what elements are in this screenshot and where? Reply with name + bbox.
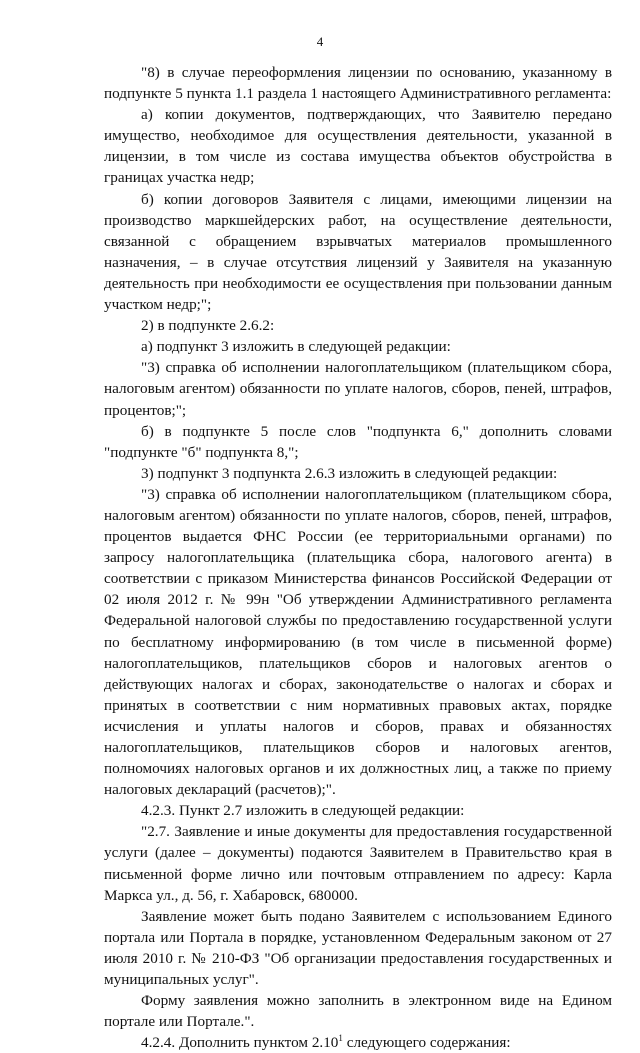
paragraph: "2.7. Заявление и иные документы для предоставления государственной услуги (далее – документы) подаются Заявителем в Правительство края в письменной форме лично или почтовым отправлением по адресу: Карла Маркса ул., д. 56, г. Хабаровск, 680000. bbox=[104, 823, 612, 904]
paragraph: 2) в подпункте 2.6.2: bbox=[141, 317, 275, 335]
paragraph: б) копии договоров Заявителя с лицами, имеющими лицензии на производство маркшейдерских работ, на осуществление деятельности, связанной с обращением взрывчатых материалов промышленного назначения, – в случае отсутствия лицензий у Заявителя на указанную деятельность при необходимости ее осуществления при пользовании данным участком недр;"; bbox=[104, 190, 612, 314]
paragraph: Заявление может быть подано Заявителем с использованием Единого портала или Портала в порядке, установленном Федеральным законом от 27 июля 2010 г. № 210-ФЗ "Об организации предоставления государственных и муниципальных услуг". bbox=[104, 907, 612, 989]
last-paragraph bbox=[104, 1032, 612, 1053]
page-number: 4 bbox=[316, 34, 324, 49]
paragraph: Форму заявления можно заполнить в электронном виде на Едином портале или Портале.". bbox=[104, 992, 612, 1031]
paragraph: а) подпункт 3 изложить в следующей редакции: bbox=[141, 338, 451, 356]
paragraph: "8) в случае переоформления лицензии по основанию, указанному в подпункте 5 пункта 1.1 раздела 1 настоящего Административного регламента: bbox=[104, 64, 612, 103]
superscript-number: 1 bbox=[338, 1033, 343, 1044]
paragraph: "3) справка об исполнении налогоплательщиком (плательщиком сбора, налоговым агентом) обязанности по уплате налогов, сборов, пеней, штрафов, процентов выдается ФНС России (ее территориальными органами) по запросу налогоплательщика (плательщика сбора, налогового агента) в соответствии с приказом Министерства финансов Российской Федерации от 02 июля 2012 г. № 99н "Об утверждении Административного регламента Федеральной налоговой службы по предоставлению государственной услуги по бесплатному информированию (в том числе в письменной форме) налогоплательщиков, плательщиков сборов и налоговых агентов о действующих налогах и сборах, законодательстве о налогах и сборах и принятых в соответствии с ним нормативных правовых актах, порядке исчисления и уплаты налогов и сборов, правах и обязанностях налогоплательщиков, плательщиков сборов и налоговых агентов, полномочиях налоговых органов и их должностных лиц, а также по приему налоговых деклараций (расчетов);". bbox=[104, 485, 612, 799]
paragraph: 3) подпункт 3 подпункта 2.6.3 изложить в следующей редакции: bbox=[141, 464, 558, 482]
paragraph: б) в подпункте 5 после слов "подпункта 6," дополнить словами "подпункте "б" подпункта 8,"; bbox=[104, 422, 612, 461]
paragraph: 4.2.3. Пункт 2.7 изложить в следующей редакции: bbox=[141, 802, 465, 820]
document-body bbox=[104, 62, 612, 1053]
last-paragraph-start: 4.2.4. Дополнить пунктом 2.10 bbox=[141, 1034, 339, 1052]
last-paragraph-end: следующего содержания: bbox=[342, 1034, 511, 1052]
paragraph: "3) справка об исполнении налогоплательщиком (плательщиком сбора, налоговым агентом) обязанности по уплате налогов, сборов, пеней, штрафов, процентов;"; bbox=[104, 359, 612, 419]
paragraph: а) копии документов, подтверждающих, что Заявителю передано имущество, необходимое для осуществления деятельности, указанной в лицензии, в том числе из состава имущества объектов обустройства в границах участка недр; bbox=[104, 106, 612, 187]
